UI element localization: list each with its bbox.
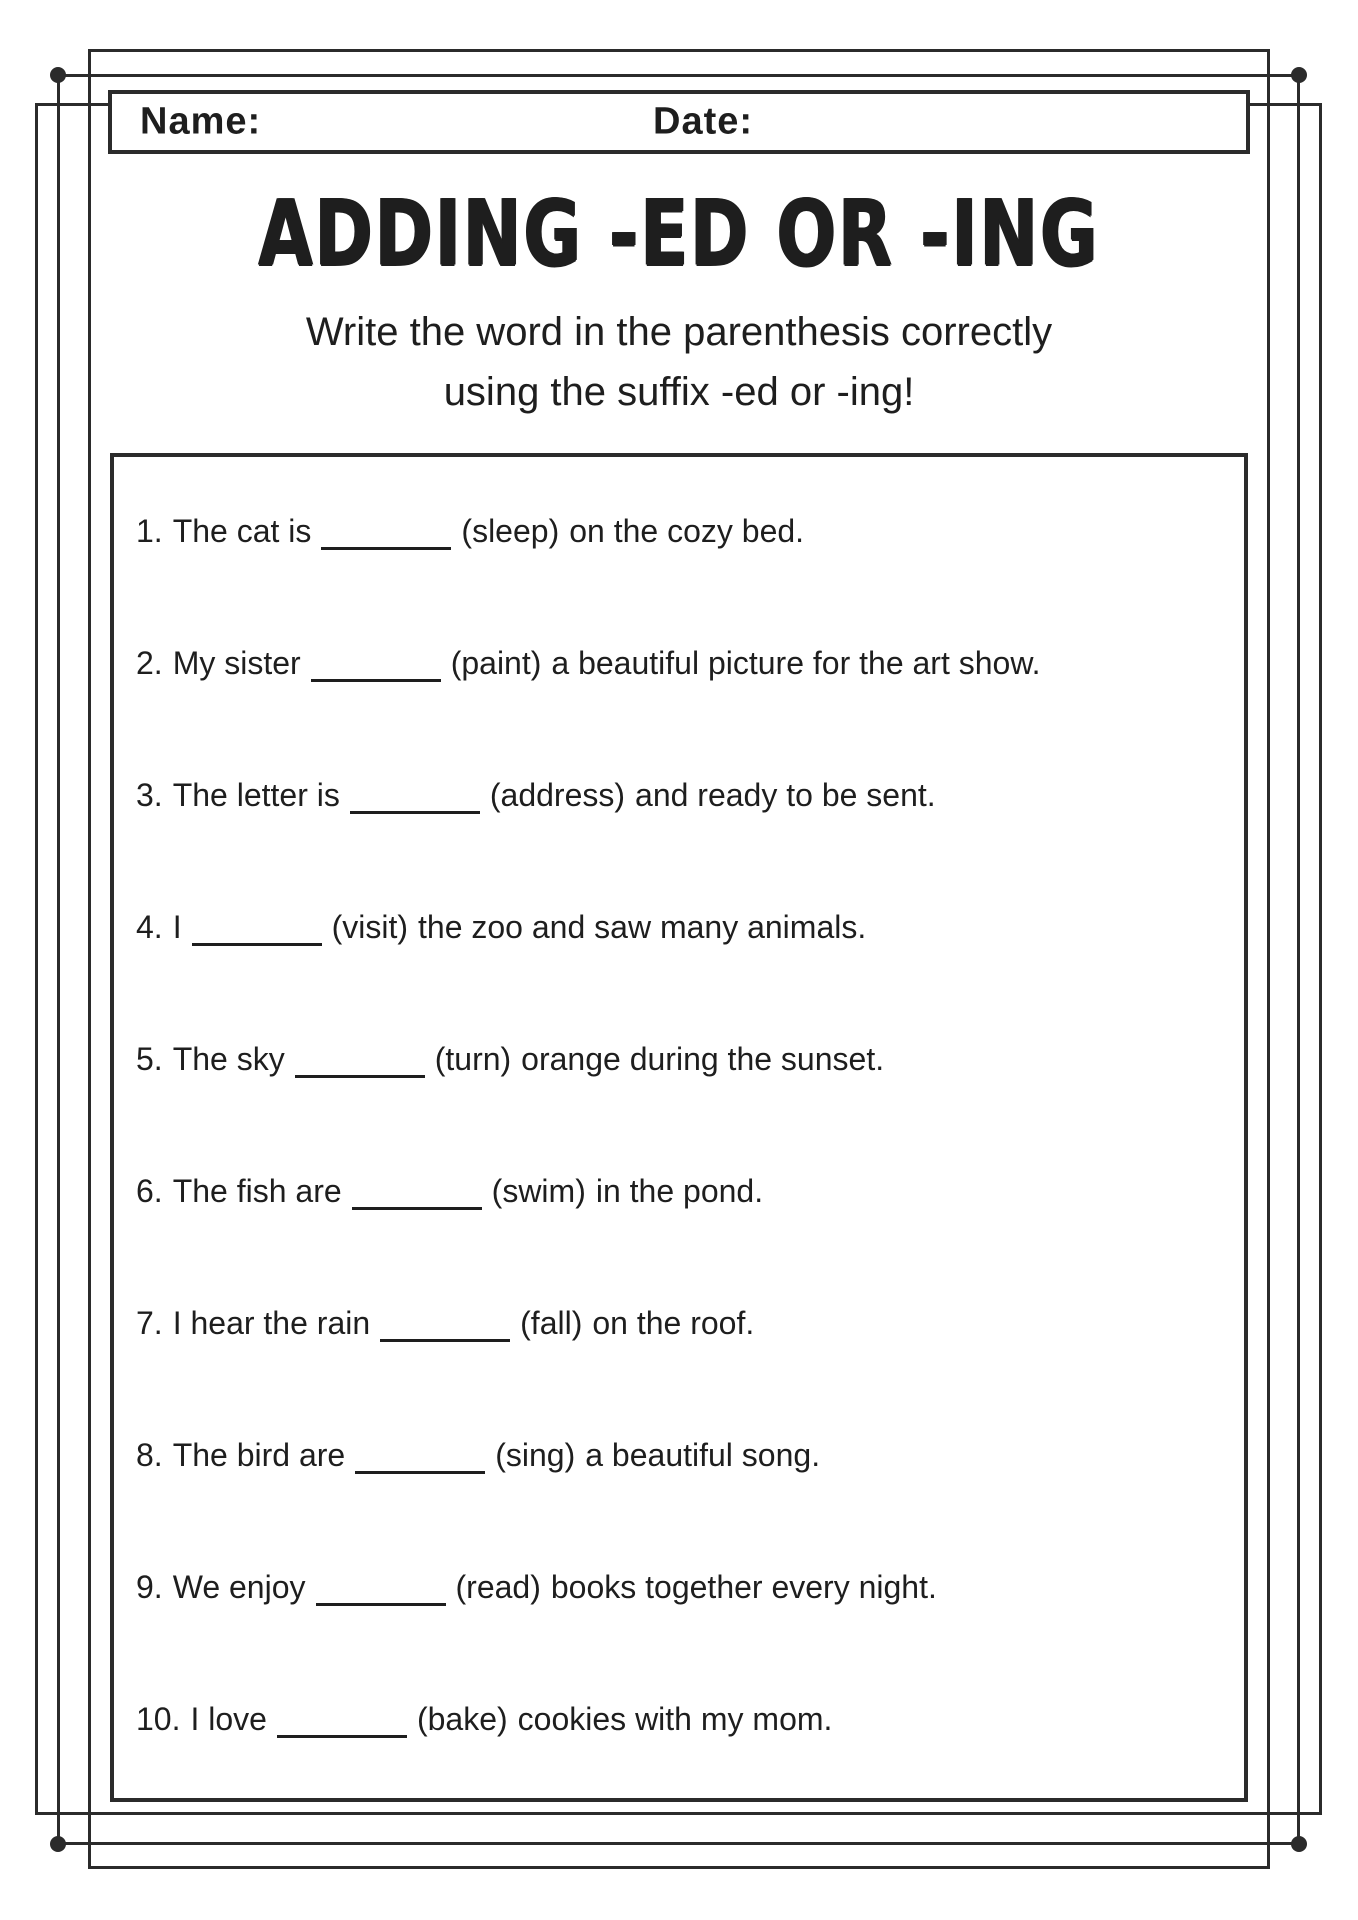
question-word-hint: (sing) [495,1436,576,1473]
corner-dot-top-left [50,67,66,83]
answer-blank[interactable] [295,1041,425,1078]
answer-blank[interactable] [380,1305,510,1342]
question-row [136,1125,1240,1257]
question-word-hint: (fall) [520,1304,583,1341]
question-text-after: and ready to be sent. [635,776,936,813]
question-row [136,465,1240,597]
question-text-before: I hear the rain [172,1304,371,1341]
name-label: Name: [140,100,262,143]
question-number: 6. [136,1172,163,1209]
question-text-after: a beautiful song. [585,1436,821,1473]
question-word-hint: (paint) [450,644,542,681]
question-text-after: on the roof. [592,1304,755,1341]
question-text-before: The bird are [172,1436,346,1473]
answer-blank[interactable] [311,645,441,682]
worksheet-title: ADDING -ED OR -ING [258,180,1100,287]
question-word-hint: (visit) [331,908,408,945]
questions-list [114,457,1244,1798]
question-number: 8. [136,1436,163,1473]
question-row [136,1389,1240,1521]
question-row [136,993,1240,1125]
question-text-before: We enjoy [172,1568,306,1605]
question-word-hint: (turn) [434,1040,512,1077]
question-word-hint: (swim) [491,1172,586,1209]
answer-blank[interactable] [321,513,451,550]
question-text-before: The cat is [172,512,312,549]
date-label: Date: [653,100,754,143]
question-number: 5. [136,1040,163,1077]
question-text-before: The letter is [172,776,340,813]
question-number: 1. [136,512,163,549]
question-text-after: in the pond. [595,1172,764,1209]
corner-dot-bottom-right [1291,1836,1307,1852]
question-word-hint: (bake) [416,1700,508,1737]
question-row [136,1521,1240,1653]
question-number: 10. [136,1700,181,1737]
answer-blank[interactable] [192,909,322,946]
question-text-before: The sky [172,1040,285,1077]
question-text-before: The fish are [172,1172,342,1209]
name-date-box [108,90,1250,154]
question-row [136,861,1240,993]
question-text-after: a beautiful picture for the art show. [551,644,1041,681]
question-text-after: books together every night. [550,1568,937,1605]
question-text-before: I love [190,1700,267,1737]
question-word-hint: (sleep) [461,512,560,549]
question-word-hint: (address) [489,776,626,813]
question-word-hint: (read) [455,1568,541,1605]
question-text-after: orange during the sunset. [521,1040,885,1077]
question-text-before: I [172,908,182,945]
answer-blank[interactable] [277,1701,407,1738]
answer-blank[interactable] [352,1173,482,1210]
corner-dot-top-right [1291,67,1307,83]
question-text-after: on the cozy bed. [569,512,805,549]
answer-blank[interactable] [316,1569,446,1606]
subtitle-line2: using the suffix -ed or -ing! [443,370,915,414]
question-number: 7. [136,1304,163,1341]
question-number: 3. [136,776,163,813]
answer-blank[interactable] [350,777,480,814]
answer-blank[interactable] [355,1437,485,1474]
subtitle-line1: Write the word in the parenthesis correctly [305,310,1053,354]
question-text-after: the zoo and saw many animals. [418,908,867,945]
question-number: 9. [136,1568,163,1605]
question-number: 4. [136,908,163,945]
question-row [136,1653,1240,1785]
question-row [136,729,1240,861]
question-row [136,1257,1240,1389]
corner-dot-bottom-left [50,1836,66,1852]
question-text-after: cookies with my mom. [517,1700,833,1737]
question-row [136,597,1240,729]
question-number: 2. [136,644,163,681]
questions-box [110,453,1248,1802]
question-text-before: My sister [172,644,301,681]
